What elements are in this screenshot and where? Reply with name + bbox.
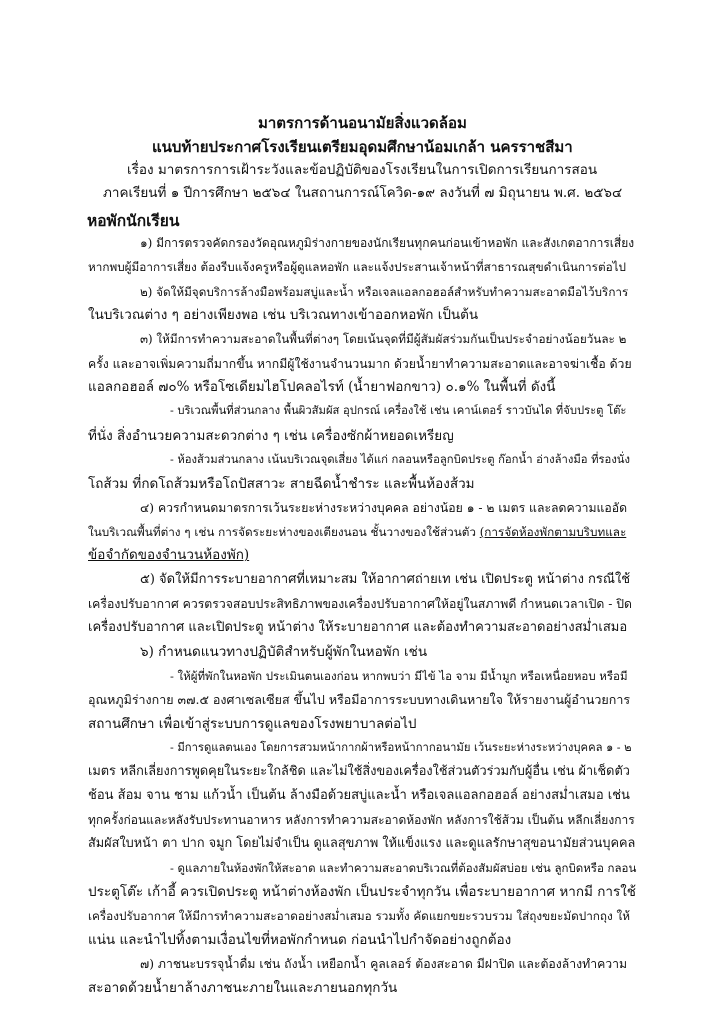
body-line: - ให้ผู้ที่พักในหอพัก ประเมินตนเองก่อน หากพบว่า มีไข้ ไอ จาม มีน้ำมูก หรือเหนื่อยหอบ หรือมี xyxy=(170,669,628,683)
body-line: เครื่องปรับอากาศ ควรตรวจสอบประสิทธิภาพของเครื่องปรับอากาศให้อยู่ในสภาพดี กำหนดเวลาเปิด - ปิด xyxy=(88,597,632,611)
body-line: ในบริเวณต่าง ๆ อย่างเพียงพอ เช่น บริเวณทางเข้าออกหอพัก เป็นต้น xyxy=(88,307,479,323)
body-line: - ห้องส้วมส่วนกลาง เน้นบริเวณจุดเสี่ยง ได้แก่ กลอนหรือลูกบิดประตู ก๊อกน้ำ อ่างล้างมือ ที่รองนั่ง xyxy=(170,453,630,466)
body-line: สถานศึกษา เพื่อเข้าสู่ระบบการดูแลของโรงพยาบาลต่อไป xyxy=(88,716,417,732)
body-line: ๕) จัดให้มีการระบายอากาศที่เหมาะสม ให้อากาศถ่ายเท เช่น เปิดประตู หน้าต่าง กรณีใช้ xyxy=(140,572,631,587)
section-heading: หอพักนักเรียน xyxy=(87,211,180,230)
document-term: ภาคเรียนที่ ๑ ปีการศึกษา ๒๕๖๔ ในสถานการณ์โควิด-๑๙ ลงวันที่ ๗ มิถุนายน พ.ศ. ๒๕๖๔ xyxy=(103,185,623,201)
body-line: เครื่องปรับอากาศ ให้มีการทำความสะอาดอย่างสม่ำเสมอ รวมทั้ง คัดแยกขยะรวบรวม ใส่ถุงขยะมัดปากถุง ให้ xyxy=(88,909,630,923)
body-line: เครื่องปรับอากาศ และเปิดประตู หน้าต่าง ให้ระบายอากาศ และต้องทำความสะอาดอย่างสม่ำเสมอ xyxy=(88,620,628,635)
body-line: สะอาดด้วยน้ำยาล้างภาชนะภายในและภายนอกทุกวัน xyxy=(88,980,398,996)
body-line-text: ในบริเวณพื้นที่ต่าง ๆ เช่น การจัดระยะห่างของเตียงนอน ชั้นวางของใช้ส่วนตัว xyxy=(88,525,480,539)
underlined-note-continued: ข้อจำกัดของจำนวนห้องพัก) xyxy=(88,547,250,563)
underlined-note: (การจัดห้องพักตามบริบทและ xyxy=(479,525,627,539)
body-line: สัมผัสใบหน้า ตา ปาก จมูก โดยไม่จำเป็น ดูแลสุขภาพ ให้แข็งแรง และดูแลรักษาสุขอนามัยส่วนบุคคล xyxy=(88,836,636,851)
body-line xyxy=(88,522,626,542)
body-line: ๔) ควรกำหนดมาตรการเว้นระยะห่างระหว่างบุคคล อย่างน้อย ๑ - ๒ เมตร และลดความแออัด xyxy=(140,501,628,515)
body-line: - บริเวณพื้นที่ส่วนกลาง พื้นผิวสัมผัส อุปกรณ์ เครื่องใช้ เช่น เคาน์เตอร์ ราวบันได ที่จับประตู โต๊ะ xyxy=(170,404,627,417)
body-line: - มีการดูแลตนเอง โดยการสวมหน้ากากผ้าหรือหน้ากากอนามัย เว้นระยะห่างระหว่างบุคคล ๑ - ๒ xyxy=(170,741,632,754)
body-line: ๓) ให้มีการทำความสะอาดในพื้นที่ต่างๆ โดยเน้นจุดที่มีผู้สัมผัสร่วมกันเป็นประจำอย่างน้อยวันละ ๒ xyxy=(140,332,627,346)
body-line: โถส้วม ที่กดโถส้วมหรือโถปัสสาวะ สายฉีดน้ำชำระ และพื้นห้องส้วม xyxy=(88,476,475,492)
body-line: ประตูโต๊ะ เก้าอี้ ควรเปิดประตู หน้าต่างห้องพัก เป็นประจำทุกวัน เพื่อระบายอากาศ หากมี การใช้ xyxy=(88,884,636,900)
body-line: ทุกครั้งก่อนและหลังรับประทานอาหาร หลังการทำความสะอาดห้องพัก หลังการใช้ส้วม เป็นต้น หลีกเลี่ยงการ xyxy=(88,813,635,827)
body-line: ๒) จัดให้มีจุดบริการล้างมือพร้อมสบู่และน้ำ หรือเจลแอลกอฮอล์สำหรับทำความสะอาดมือไว้บริการ xyxy=(140,285,629,299)
body-line: อุณหภูมิร่างกาย ๓๗.๕ องศาเซลเซียส ขึ้นไป หรือมีอาการระบบทางเดินหายใจ ให้รายงานผู้อำนวยการ xyxy=(88,692,631,707)
document-subtitle: แนบท้ายประกาศโรงเรียนเตรียมอุดมศึกษาน้อมเกล้า นครราชสีมา xyxy=(152,138,573,156)
body-line: ช้อน ส้อม จาน ชาม แก้วน้ำ เป็นต้น ล้างมือด้วยสบู่และน้ำ หรือเจลแอลกอฮอล์ อย่างสม่ำเสมอ เช่น xyxy=(88,788,630,803)
body-line: ครั้ง และอาจเพิ่มความถี่มากขึ้น หากมีผู้ใช้งานจำนวนมาก ด้วยน้ำยาทำความสะอาดและอาจฆ่าเชื้อ ด้วย xyxy=(88,357,632,371)
body-line: ๗) ภาชนะบรรจุน้ำดื่ม เช่น ถังน้ำ เหยือกน้ำ คูลเลอร์ ต้องสะอาด มีฝาปิด และต้องล้างทำความ xyxy=(140,957,628,971)
document-title: มาตรการด้านอนามัยสิ่งแวดล้อม xyxy=(258,114,467,132)
body-line: - ดูแลภายในห้องพักให้สะอาด และทำความสะอาดบริเวณที่ต้องสัมผัสบ่อย เช่น ลูกบิดหรือ กลอน xyxy=(170,861,637,875)
body-line: ที่นั่ง สิ่งอำนวยความสะดวกต่าง ๆ เช่น เครื่องซักผ้าหยอดเหรียญ xyxy=(88,428,454,444)
body-line: ๖) กำหนดแนวทางปฏิบัติสำหรับผู้พักในหอพัก เช่น xyxy=(140,644,428,660)
body-line: แอลกอฮอล์ ๗๐% หรือโซเดียมไฮโปคลอไรท์ (น้ำยาฟอกขาว) ๐.๑% ในพื้นที่ ดังนี้ xyxy=(88,379,556,395)
document-subject: เรื่อง มาตรการการเฝ้าระวังและข้อปฏิบัติของโรงเรียนในการเปิดการเรียนการสอน xyxy=(127,162,598,178)
body-line: แน่น และนำไปทิ้งตามเงื่อนไขที่หอพักกำหนด ก่อนนำไปกำจัดอย่างถูกต้อง xyxy=(88,932,512,948)
body-line: เมตร หลีกเลี่ยงการพูดคุยในระยะใกล้ชิด และไม่ใช้สิ่งของเครื่องใช้ส่วนตัวร่วมกับผู้อื่น เช่น ผ้าเช็ดตัว xyxy=(88,764,630,779)
body-line: หากพบผู้มีอาการเสี่ยง ต้องรีบแจ้งครูหรือผู้ดูแลหอพัก และแจ้งประสานเจ้าหน้าที่สาธารณสุขดำเนินการต่อไป xyxy=(88,260,626,274)
body-line: ๑) มีการตรวจคัดกรองวัดอุณหภูมิร่างกายของนักเรียนทุกคนก่อนเข้าหอพัก และสังเกตอาการเสี่ยง xyxy=(140,236,635,250)
